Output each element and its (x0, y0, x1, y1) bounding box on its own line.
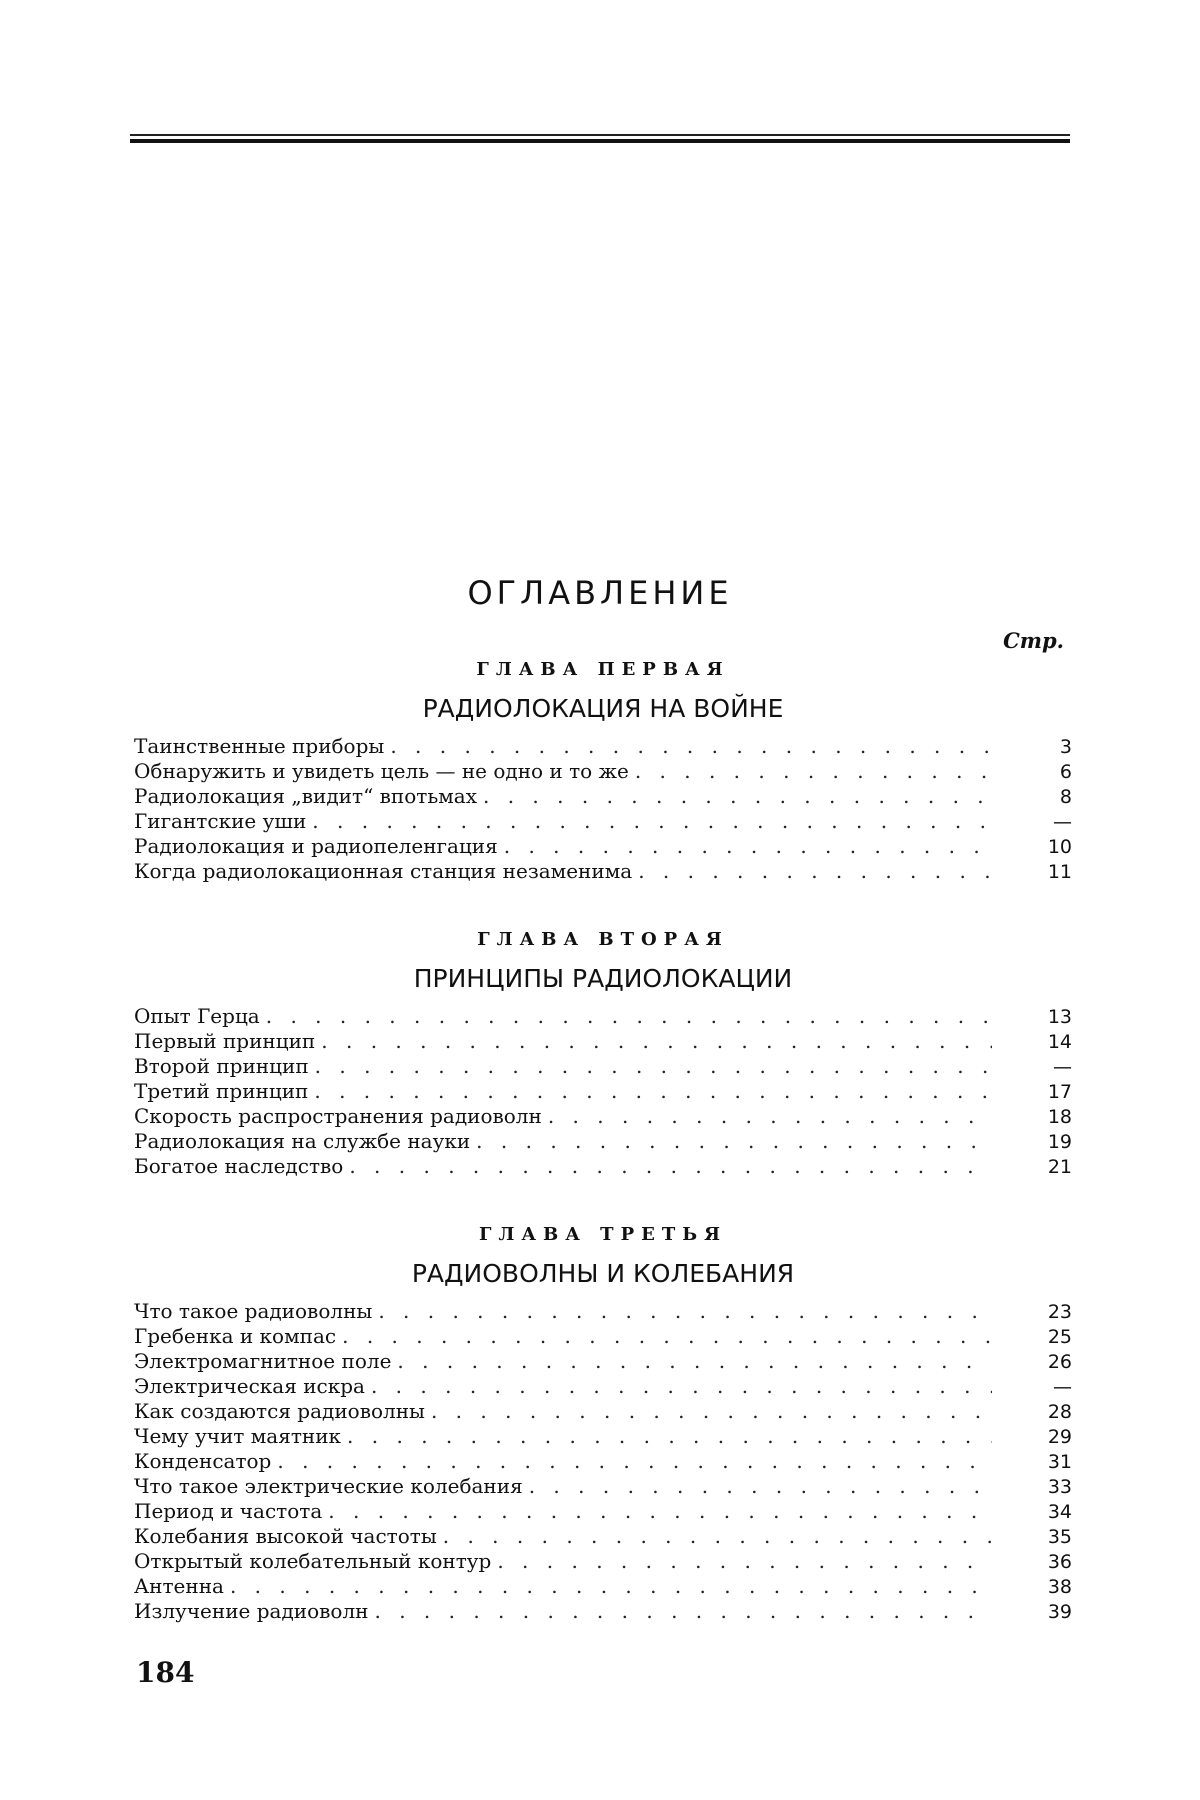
dot-leader (347, 1424, 992, 1449)
entry-page-number: 36 (1047, 1551, 1072, 1573)
toc-entry (134, 1474, 1072, 1499)
toc-entry (134, 1374, 1072, 1399)
toc-entry (134, 834, 1072, 859)
dot-leader (312, 809, 992, 834)
dot-leader (638, 859, 992, 884)
chapter-1 (134, 658, 1072, 884)
entry-title: Открытый колебательный контур (134, 1549, 492, 1573)
entry-title: Чему учит маятник (134, 1424, 342, 1448)
toc-entry (134, 1524, 1072, 1549)
toc-entry (134, 1004, 1072, 1029)
entry-title: Что такое радиоволны (134, 1299, 373, 1323)
entry-title: Когда радиолокационная станция незаменима (134, 859, 633, 883)
entry-title: Богатое наследство (134, 1154, 344, 1178)
entry-page-number: 10 (1047, 836, 1072, 858)
toc-entry (134, 1599, 1072, 1624)
dot-leader (342, 1324, 992, 1349)
entry-page-number: — (1053, 1056, 1072, 1078)
toc-entry (134, 1054, 1072, 1079)
dot-leader (349, 1154, 992, 1179)
entry-title: Радиолокация на службе науки (134, 1129, 471, 1153)
entry-page-number: 39 (1047, 1601, 1072, 1623)
page-number: 184 (136, 1656, 195, 1689)
dot-leader (230, 1574, 992, 1599)
chapter-label: ГЛАВА ПЕРВАЯ (476, 659, 730, 680)
entry-title: Обнаружить и увидеть цель — не одно и то же (134, 759, 629, 783)
entry-list (134, 1004, 1072, 1179)
toc-entry (134, 1499, 1072, 1524)
entry-title: Как создаются радиоволны (134, 1399, 425, 1423)
entry-title: Электромагнитное поле (134, 1349, 392, 1373)
dot-leader (483, 784, 992, 809)
toc-entry (134, 784, 1072, 809)
dot-leader (315, 1054, 992, 1079)
dot-leader (529, 1474, 992, 1499)
entry-list (134, 734, 1072, 884)
entry-title: Антенна (134, 1574, 224, 1598)
chapter-title: ПРИНЦИПЫ РАДИОЛОКАЦИИ (413, 964, 793, 993)
entry-page-number: — (1053, 811, 1072, 833)
toc-entry (134, 1449, 1072, 1474)
toc-heading: ОГЛАВЛЕНИЕ (467, 574, 733, 612)
entry-page-number: 8 (1059, 786, 1072, 808)
dot-leader (548, 1104, 992, 1129)
top-rule (130, 134, 1070, 144)
dot-leader (314, 1079, 992, 1104)
entry-page-number: 34 (1047, 1501, 1072, 1523)
entry-title: Таинственные приборы (134, 734, 385, 758)
dot-leader (371, 1374, 992, 1399)
dot-leader (443, 1524, 992, 1549)
toc-entry (134, 1299, 1072, 1324)
entry-title: Период и частота (134, 1499, 323, 1523)
chapter-label: ГЛАВА ТРЕТЬЯ (479, 1224, 727, 1245)
entry-title: Гребенка и компас (134, 1324, 337, 1348)
entry-title: Гигантские уши (134, 809, 307, 833)
chapter-3 (134, 1223, 1072, 1624)
entry-list (134, 1299, 1072, 1624)
chapter-title: РАДИОВОЛНЫ И КОЛЕБАНИЯ (411, 1259, 795, 1288)
entry-title: Первый принцип (134, 1029, 316, 1053)
dot-leader (374, 1599, 992, 1624)
entry-page-number: 33 (1047, 1476, 1072, 1498)
entry-title: Конденсатор (134, 1449, 272, 1473)
toc-entry (134, 1324, 1072, 1349)
entry-page-number: 18 (1047, 1106, 1072, 1128)
toc-entry (134, 1129, 1072, 1154)
entry-title: Радиолокация „видит“ впотьмах (134, 784, 477, 808)
entry-title: Что такое электрические колебания (134, 1474, 523, 1498)
entry-page-number: 6 (1059, 761, 1072, 783)
toc-entry (134, 859, 1072, 884)
entry-page-number: 25 (1047, 1326, 1072, 1348)
entry-page-number: 14 (1047, 1031, 1072, 1053)
entry-page-number: 19 (1047, 1131, 1072, 1153)
dot-leader (328, 1499, 992, 1524)
toc-entry (134, 1079, 1072, 1104)
toc-entry (134, 1424, 1072, 1449)
entry-page-number: 29 (1047, 1426, 1072, 1448)
toc-entry (134, 809, 1072, 834)
entry-page-number: 28 (1047, 1401, 1072, 1423)
page-column-label: Стр. (1003, 628, 1064, 653)
toc-entry (134, 1029, 1072, 1054)
toc-entry (134, 1399, 1072, 1424)
chapter-label: ГЛАВА ВТОРАЯ (477, 929, 729, 950)
dot-leader (504, 834, 992, 859)
dot-leader (497, 1549, 992, 1574)
dot-leader (635, 759, 992, 784)
entry-page-number: 13 (1047, 1006, 1072, 1028)
dot-leader (397, 1349, 992, 1374)
entry-title: Излучение радиоволн (134, 1599, 369, 1623)
entry-title: Опыт Герца (134, 1004, 260, 1028)
entry-title: Колебания высокой частоты (134, 1524, 437, 1548)
toc-entry (134, 1574, 1072, 1599)
dot-leader (476, 1129, 992, 1154)
entry-title: Радиолокация и радиопеленгация (134, 834, 498, 858)
dot-leader (321, 1029, 992, 1054)
chapter-2 (134, 928, 1072, 1179)
dot-leader (378, 1299, 992, 1324)
toc-entry (134, 1104, 1072, 1129)
dot-leader (277, 1449, 992, 1474)
entry-page-number: — (1053, 1376, 1072, 1398)
entry-title: Третий принцип (134, 1079, 309, 1103)
entry-page-number: 31 (1047, 1451, 1072, 1473)
entry-page-number: 17 (1047, 1081, 1072, 1103)
toc-entry (134, 734, 1072, 759)
chapter-title: РАДИОЛОКАЦИЯ НА ВОЙНЕ (422, 694, 784, 723)
entry-page-number: 23 (1047, 1301, 1072, 1323)
dot-leader (390, 734, 992, 759)
entry-title: Электрическая искра (134, 1374, 365, 1398)
entry-title: Скорость распространения радиоволн (134, 1104, 542, 1128)
entry-page-number: 35 (1047, 1526, 1072, 1548)
toc-entry (134, 1349, 1072, 1374)
entry-title: Второй принцип (134, 1054, 309, 1078)
entry-page-number: 21 (1047, 1156, 1072, 1178)
entry-page-number: 3 (1059, 736, 1072, 758)
entry-page-number: 11 (1047, 861, 1072, 883)
toc-entry (134, 1549, 1072, 1574)
toc-entry (134, 1154, 1072, 1179)
toc-entry (134, 759, 1072, 784)
dot-leader (266, 1004, 992, 1029)
entry-page-number: 38 (1047, 1576, 1072, 1598)
entry-page-number: 26 (1047, 1351, 1072, 1373)
dot-leader (431, 1399, 992, 1424)
